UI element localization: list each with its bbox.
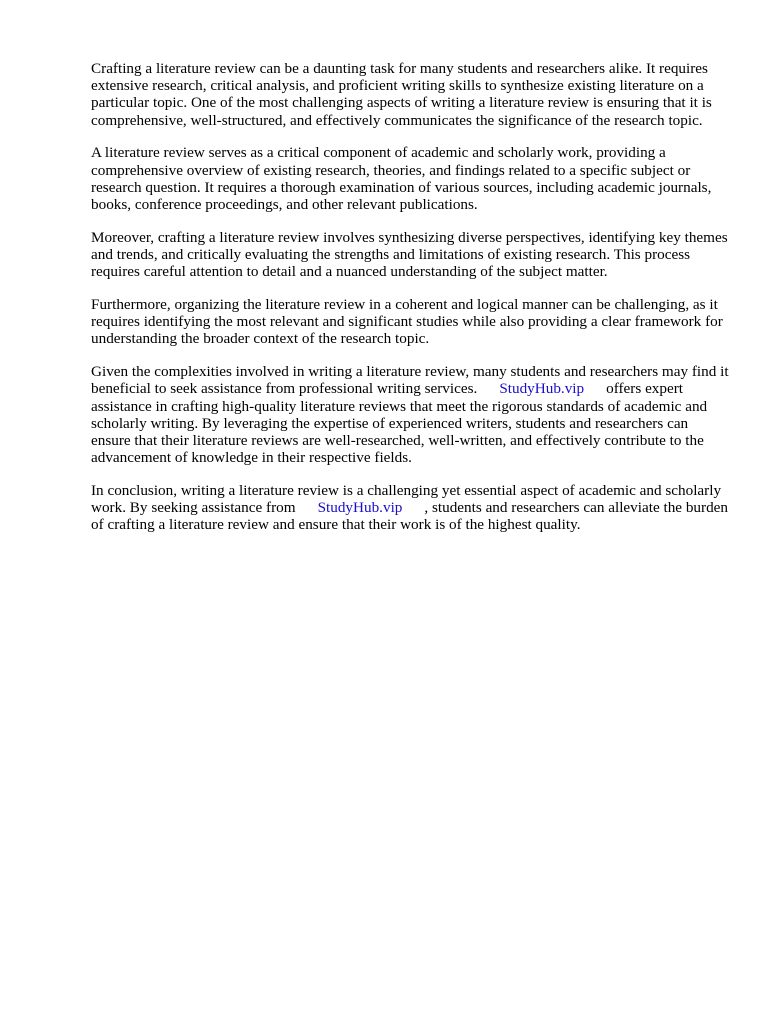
paragraph-assistance <box>91 363 731 466</box>
studyhub-link[interactable]: StudyHub.vip <box>499 380 585 398</box>
paragraph-conclusion-text-before: In conclusion, writing a literature review is a challenging yet essential aspect of academic and scholarly work. By seeking assistance from <box>91 482 722 517</box>
paragraph-organization: Furthermore, organizing the literature review in a coherent and logical manner can be challenging, as it requires identifying the most relevant and significant studies while also providing a clear framework for understanding the broader context of the research topic. <box>91 296 723 348</box>
paragraph-conclusion <box>91 482 731 534</box>
studyhub-link-conclusion[interactable]: StudyHub.vip <box>317 499 403 517</box>
paragraph-synthesis: Moreover, crafting a literature review involves synthesizing diverse perspectives, identifying key themes and trends, and critically evaluating the strengths and limitations of existing research. This process requires careful attention to detail and a nuanced understanding of the subject matter. <box>91 228 728 281</box>
document-page <box>91 60 731 549</box>
paragraph-definition: A literature review serves as a critical component of academic and scholarly work, providing a comprehensive overview of existing research, theories, and findings related to a specific subject or research question. It requires a thorough examination of various sources, including academic journals, books, conference proceedings, and other relevant publications. <box>91 144 712 214</box>
paragraph-conclusion-text-after: , students and researchers can alleviate the burden of crafting a literature review and ensure that their work is of the highest quality. <box>91 499 729 534</box>
paragraph-assistance-text-after: offers expert assistance in crafting high-quality literature reviews that meet the rigorous standards of academic and scholarly writing. By leveraging the expertise of experienced writers, students and researchers can ensure that their literature reviews are well-researched, well-written, and effectively contribute to the advancement of knowledge in their respective fields. <box>91 380 708 467</box>
paragraph-assistance-text-before: Given the complexities involved in writing a literature review, many students and researchers may find it beneficial to seek assistance from professional writing services. <box>91 363 729 398</box>
paragraph-intro: Crafting a literature review can be a daunting task for many students and researchers alike. It requires extensive research, critical analysis, and proficient writing skills to synthesize existing literature on a particular topic. One of the most challenging aspects of writing a literature review is ensuring that it is comprehensive, well-structured, and effectively communicates the significance of the research topic. <box>91 60 712 129</box>
